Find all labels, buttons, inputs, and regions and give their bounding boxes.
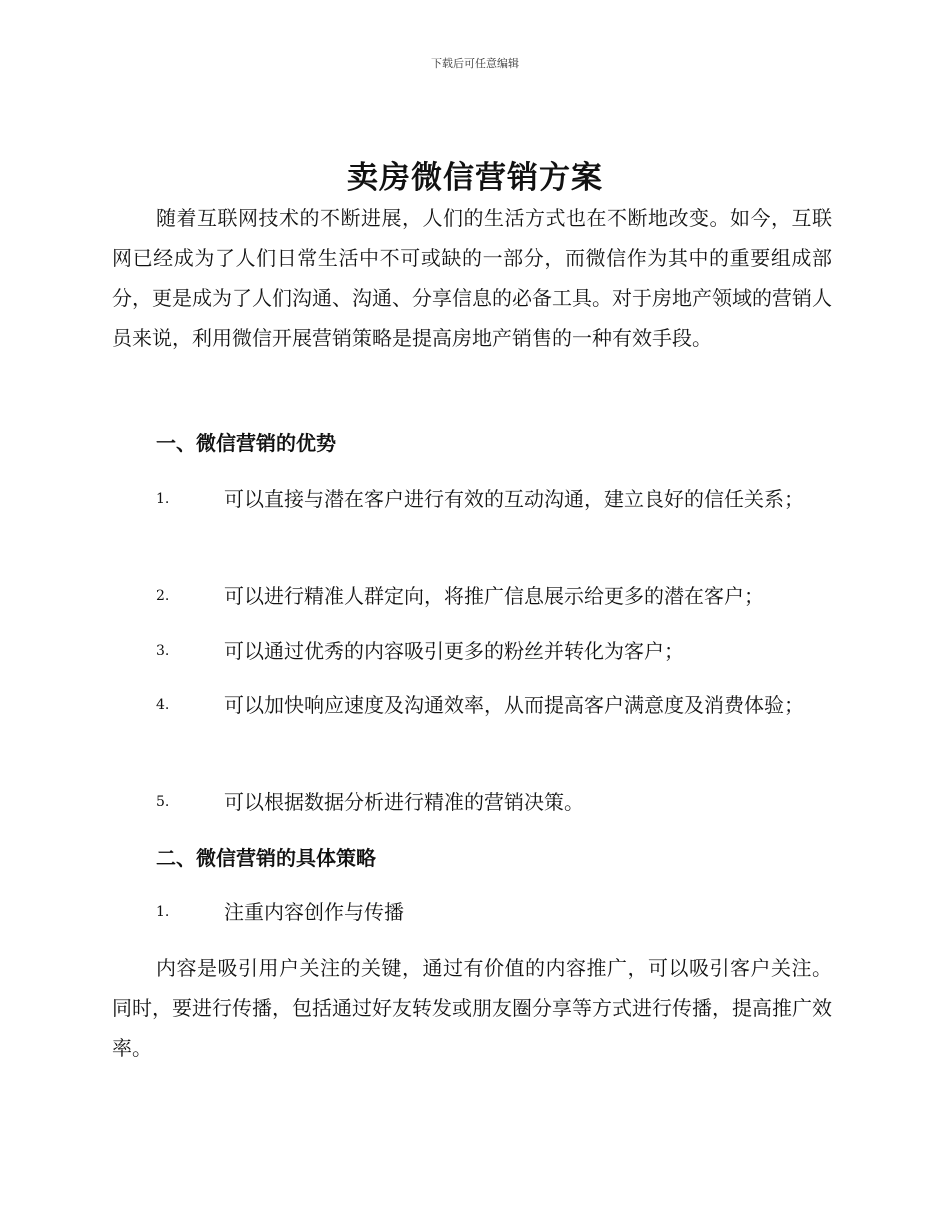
- item-number: 4.: [156, 697, 170, 713]
- item-text: 注重内容创作与传播: [224, 900, 404, 924]
- item-text: 可以直接与潜在客户进行有效的互动沟通，建立良好的信任关系；: [224, 487, 804, 511]
- advantage-item-4: [112, 684, 832, 726]
- intro-paragraph: 随着互联网技术的不断进展，人们的生活方式也在不断地改变。如今，互联网已经成为了人们日常生活中不可或缺的一部分，而微信作为其中的重要组成部分，更是成为了人们沟通、沟通、分享信息的必备工具。对于房地产领域的营销人员来说，利用微信开展营销策略是提高房地产销售的一种有效手段。: [112, 206, 832, 350]
- item-text: 可以加快响应速度及沟通效率，从而提高客户满意度及消费体验；: [224, 693, 804, 717]
- item-number: 2.: [156, 588, 170, 604]
- item-number: 3.: [156, 643, 170, 659]
- advantage-item-2: [112, 575, 832, 617]
- item-number: 1.: [156, 491, 170, 507]
- advantage-item-5: [112, 781, 832, 823]
- strategy-item-1: [112, 891, 832, 933]
- advantage-item-3: [112, 630, 832, 672]
- item-number: 5.: [156, 794, 170, 810]
- item-text: 可以根据数据分析进行精准的营销决策。: [224, 790, 584, 814]
- advantage-item-1: [112, 478, 832, 520]
- document-title: 卖房微信营销方案: [347, 160, 603, 196]
- strategy-paragraph: 内容是吸引用户关注的关键，通过有价值的内容推广，可以吸引客户关注。同时，要进行传播，包括通过好友转发或朋友圈分享等方式进行传播，提高推广效率。: [112, 956, 832, 1060]
- section-1-heading: 一、微信营销的优势: [156, 431, 336, 455]
- section-2-heading: 二、微信营销的具体策略: [156, 846, 376, 870]
- item-text: 可以进行精准人群定向，将推广信息展示给更多的潜在客户；: [224, 584, 764, 608]
- header-note: 下载后可任意编辑: [431, 57, 519, 70]
- item-text: 可以通过优秀的内容吸引更多的粉丝并转化为客户；: [224, 639, 684, 663]
- item-number: 1.: [156, 904, 170, 920]
